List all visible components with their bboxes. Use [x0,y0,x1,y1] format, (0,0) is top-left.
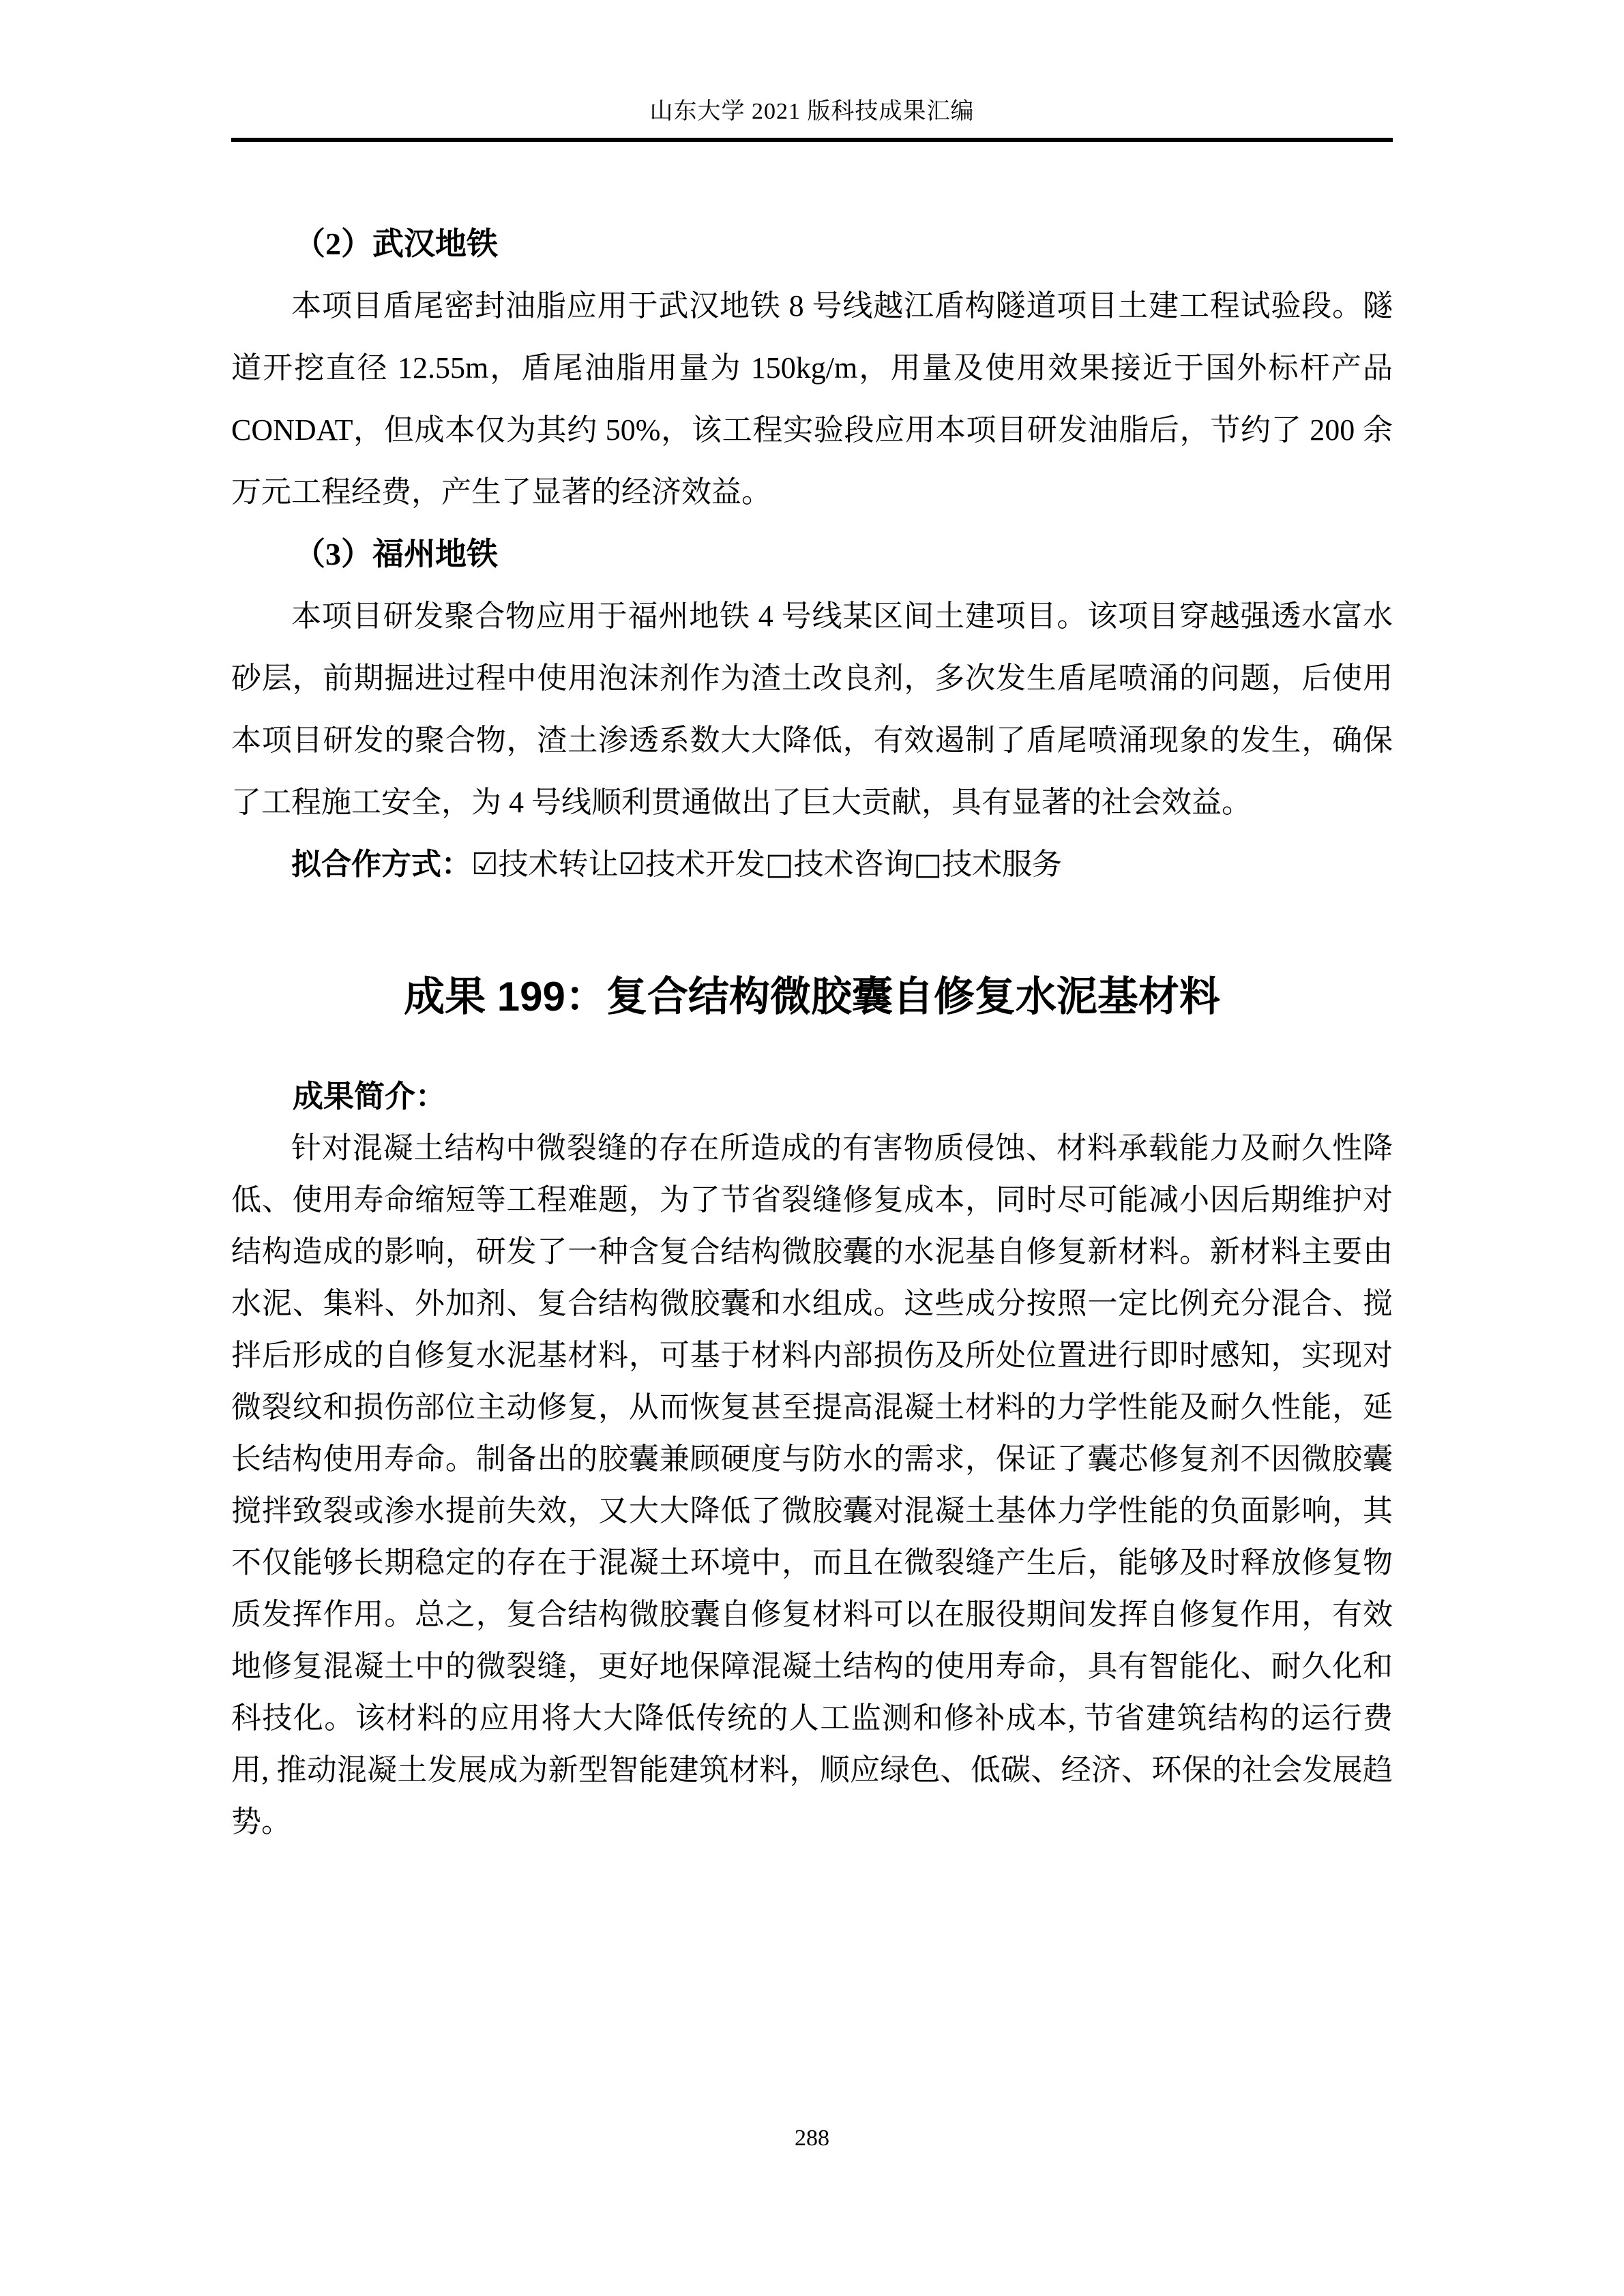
cooperation-option-label: 技术转让 [498,848,619,881]
intro-heading: 成果简介： [293,1079,447,1114]
section-heading-wuhan-metro: （2）武汉地铁 [294,226,498,261]
paragraph-wuhan-metro: 本项目盾尾密封油脂应用于武汉地铁 8 号线越江盾构隧道项目土建工程试验段。隧道开挖直径 12.55m，盾尾油脂用量为 150kg/m，用量及使用效果接近于国外标杆产品 CONDAT，但成本仅为其约 50%，该工程实验段应用本项目研发油脂后，节约了 200 余万元工程经费，产生了显著的经济效益。 [231,289,1393,509]
cooperation-option-label: 技术咨询 [793,848,914,881]
checkbox-unchecked-icon: □ [913,847,943,882]
achievement-title: 成果 199：复合结构微胶囊自修复水泥基材料 [404,974,1220,1019]
running-header: 山东大学 2021 版科技成果汇编 [649,99,975,124]
intro-paragraph: 针对混凝土结构中微裂缝的存在所造成的有害物质侵蚀、材料承载能力及耐久性降低、使用寿命缩短等工程难题，为了节省裂缝修复成本，同时尽可能减小因后期维护对结构造成的影响，研发了一种含复合结构微胶囊的水泥基自修复新材料。新材料主要由水泥、集料、外加剂、复合结构微胶囊和水组成。这些成分按照一定比例充分混合、搅拌后形成的自修复水泥基材料，可基于材料内部损伤及所处位置进行即时感知，实现对微裂纹和损伤部位主动修复，从而恢复甚至提高混凝土材料的力学性能及耐久性能，延长结构使用寿命。制备出的胶囊兼顾硬度与防水的需求，保证了囊芯修复剂不因微胶囊搅拌致裂或渗水提前失效，又大大降低了微胶囊对混凝土基体力学性能的负面影响，其不仅能够长期稳定的存在于混凝土环境中，而且在微裂缝产生后，能够及时释放修复物质发挥作用。总之，复合结构微胶囊自修复材料可以在服役期间发挥自修复作用，有效地修复混凝土中的微裂缝，更好地保障混凝土结构的使用寿命，具有智能化、耐久化和科技化。该材料的应用将大大降低传统的人工监测和修补成本, 节省建筑结构的运行费用, 推动混凝土发展成为新型智能建筑材料，顺应绿色、低碳、经济、环保的社会发展趋势。 [231,1131,1393,1838]
header-rule [231,138,1393,142]
cooperation-option-label: 技术开发 [645,848,765,881]
checkbox-checked-icon: ☑ [471,847,499,882]
paragraph-fuzhou-metro: 本项目研发聚合物应用于福州地铁 4 号线某区间土建项目。该项目穿越强透水富水砂层，前期掘进过程中使用泡沫剂作为渣土改良剂，多次发生盾尾喷涌的问题，后使用本项目研发的聚合物，渣土渗透系数大大降低，有效遏制了盾尾喷涌现象的发生，确保了工程施工安全，为 4 号线顺利贯通做出了巨大贡献，具有显著的社会效益。 [231,599,1393,819]
section-heading-fuzhou-metro: （3）福州地铁 [294,537,498,571]
checkbox-unchecked-icon: □ [765,847,794,882]
cooperation-option-label: 技术服务 [942,848,1063,881]
cooperation-line [231,833,1393,895]
checkbox-checked-icon: ☑ [618,847,645,882]
page-content [231,0,1393,1848]
page-number: 288 [795,2126,829,2151]
cooperation-label: 拟合作方式： [291,848,471,881]
